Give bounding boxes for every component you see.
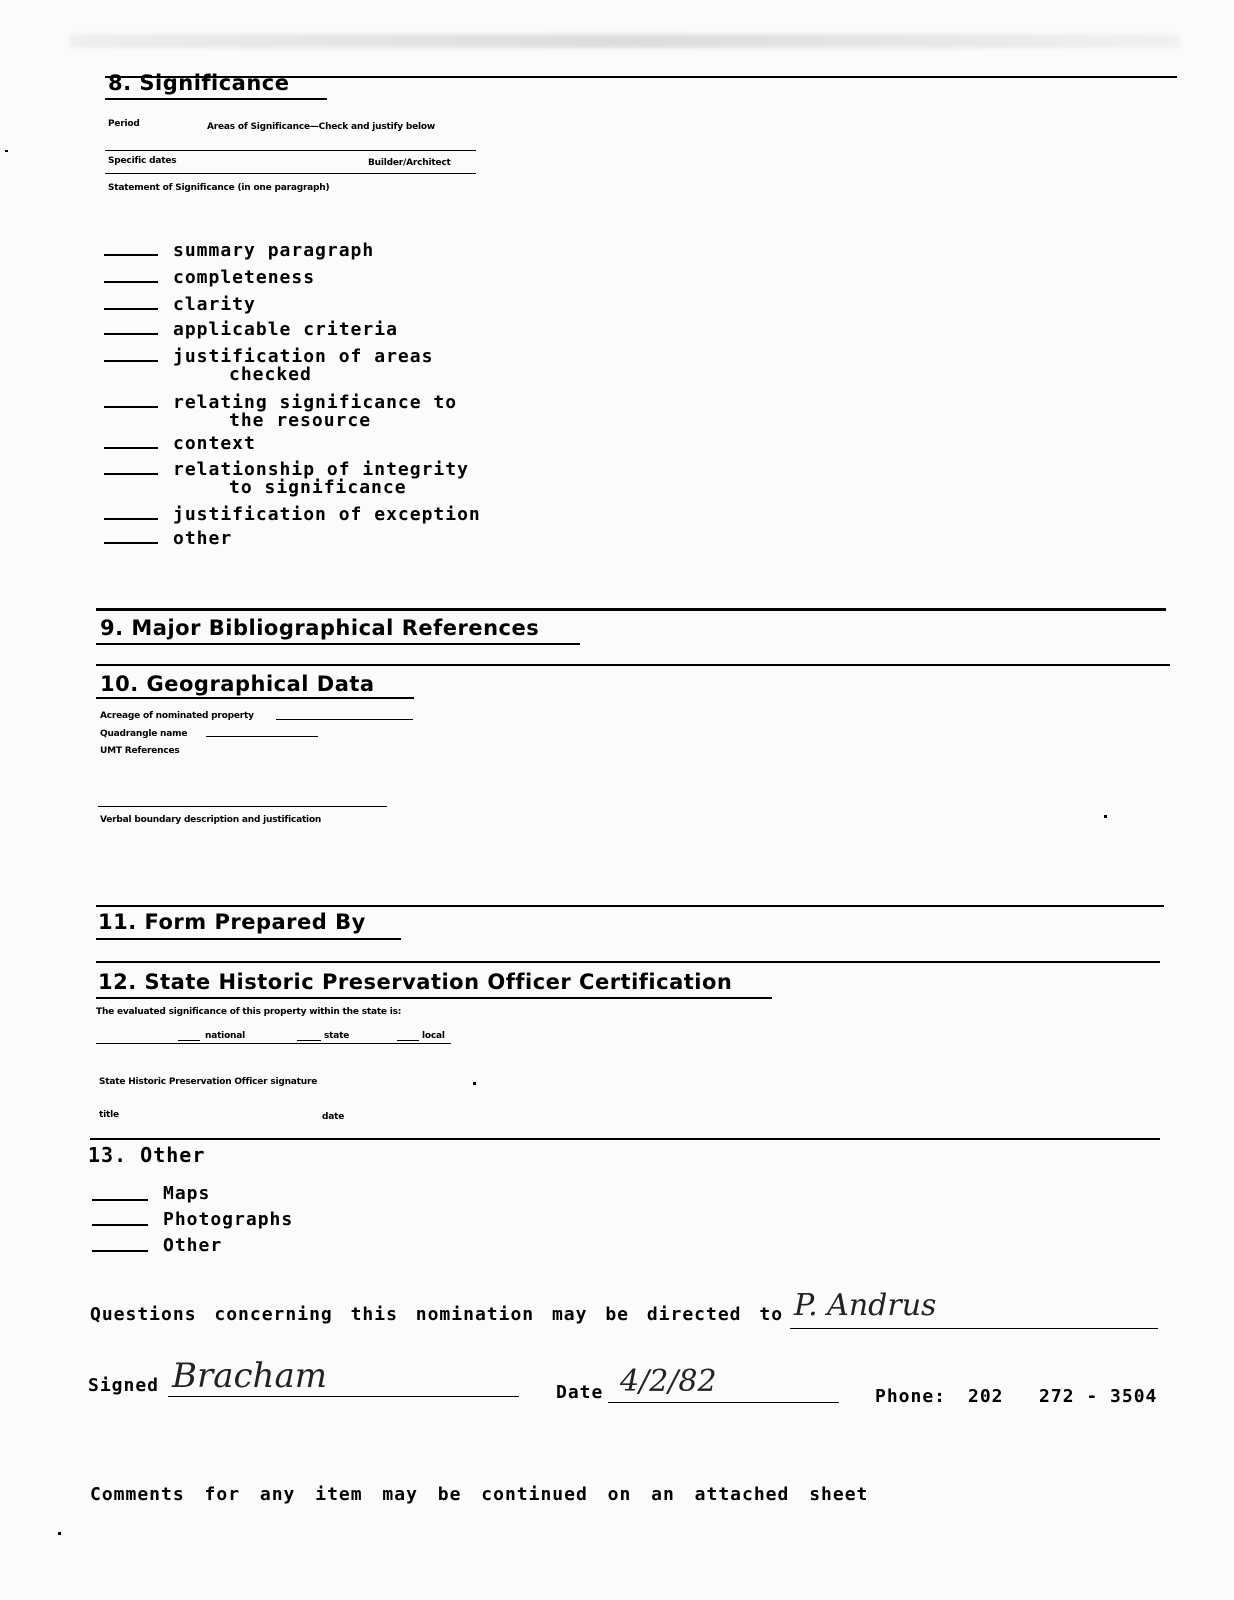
checkbox-blank[interactable] [104,254,158,256]
phone-label: Phone: [875,1386,947,1407]
other-item-maps: Maps [163,1183,211,1204]
checklist-item-label: justification of exception [173,504,481,525]
local-checkbox[interactable] [397,1040,419,1041]
scan-speck [58,1532,61,1535]
quadrangle-field[interactable] [206,736,318,737]
builder-architect-label: Builder/Architect [368,158,451,168]
checklist-item [173,530,232,548]
section-12-title: 12. State Historic Preservation Officer Certification [98,970,733,994]
checklist-item [173,394,457,430]
signed-label: Signed [88,1375,160,1396]
section-8-title-underline [105,98,327,100]
questions-text: Questions concerning this nomination may be directed to [90,1304,784,1325]
utm-references-label: UMT References [100,746,180,756]
evaluated-rule [96,1043,451,1044]
checklist-item [173,348,433,384]
checkbox-blank[interactable] [104,360,158,362]
date-line[interactable] [608,1402,839,1403]
checkbox-blank[interactable] [92,1224,148,1226]
scan-speck [473,1082,476,1085]
checkbox-blank[interactable] [104,333,158,335]
other-item-photographs: Photographs [163,1209,294,1230]
section-8-title: 8. Significance [108,71,290,95]
scan-speck [5,150,8,152]
national-checkbox[interactable] [178,1040,200,1041]
state-checkbox[interactable] [297,1040,321,1041]
specific-dates-label: Specific dates [108,156,177,166]
checklist-item [173,269,315,287]
section-9-rule [96,608,1166,611]
evaluated-significance-label: The evaluated significance of this property within the state is: [96,1007,402,1017]
checklist-item-label-continued: to significance [229,477,407,498]
questions-handwritten-name: P. Andrus [794,1288,937,1323]
checklist-item [173,435,256,453]
checkbox-blank[interactable] [104,447,158,449]
checkbox-blank[interactable] [104,308,158,310]
section-12-rule [96,961,1160,963]
period-rule [105,150,476,151]
checklist-item [173,461,469,497]
checklist-item-label: relating significance to [173,392,458,413]
checkbox-blank[interactable] [104,473,158,475]
questions-line[interactable] [790,1328,1158,1329]
checkbox-blank[interactable] [104,542,158,544]
comments-text: Comments for any item may be continued on an attached sheet [90,1484,869,1505]
checklist-item-label: applicable criteria [173,319,398,340]
checklist-item-label: completeness [173,267,316,288]
section-10-title: 10. Geographical Data [100,672,375,696]
checklist-item-label-continued: checked [229,364,312,385]
checklist-item-label: relationship of integrity [173,459,469,480]
section-13-title: 13. Other [88,1143,206,1167]
phone-value: 202 272 - 3504 [968,1386,1158,1407]
period-label: Period [108,119,140,129]
acreage-field[interactable] [276,719,413,720]
checklist-item-label: summary paragraph [173,240,375,261]
checkbox-blank[interactable] [92,1199,148,1201]
date-label: Date [556,1382,604,1403]
section-9-title: 9. Major Bibliographical References [100,616,540,640]
signed-handwritten: Bracham [172,1356,327,1396]
section-10-rule [96,664,1170,666]
statement-of-significance-label: Statement of Significance (in one paragraph) [108,183,330,193]
areas-of-significance-label: Areas of Significance—Check and justify below [207,122,435,132]
national-option-label: national [205,1031,246,1041]
checklist-item-label: other [173,528,233,549]
acreage-label: Acreage of nominated property [100,711,254,721]
checklist-item [173,506,481,524]
checkbox-blank[interactable] [104,518,158,520]
checklist-item-label-continued: the resource [229,410,372,431]
checklist-item [173,321,398,339]
utm-rule [98,806,387,807]
title-label: title [99,1110,119,1120]
checklist-item-label: justification of areas [173,346,434,367]
dates-rule [105,173,476,174]
section-11-title-underline [96,938,401,940]
checkbox-blank[interactable] [104,281,158,283]
checklist-item-label: clarity [173,294,256,315]
checklist-item [173,296,256,314]
state-option-label: state [324,1031,350,1041]
signed-line[interactable] [168,1396,519,1397]
local-option-label: local [422,1031,445,1041]
section-10-title-underline [96,697,414,699]
section-11-title: 11. Form Prepared By [98,910,366,934]
checkbox-blank[interactable] [92,1250,148,1252]
date-handwritten: 4/2/82 [620,1364,717,1399]
other-item-other: Other [163,1235,223,1256]
verbal-boundary-label: Verbal boundary description and justification [100,815,322,825]
quadrangle-label: Quadrangle name [100,729,188,739]
checklist-item [173,242,374,260]
section-13-rule [90,1138,1160,1140]
shpo-signature-label: State Historic Preservation Officer signature [99,1077,318,1087]
section-9-title-underline [96,643,580,645]
checklist-item-label: context [173,433,256,454]
scan-speck [1104,815,1107,818]
date-label: date [322,1112,345,1122]
section-11-rule [96,905,1164,907]
section-12-title-underline [96,997,772,999]
scan-bleed-header [70,34,1180,48]
checkbox-blank[interactable] [104,406,158,408]
